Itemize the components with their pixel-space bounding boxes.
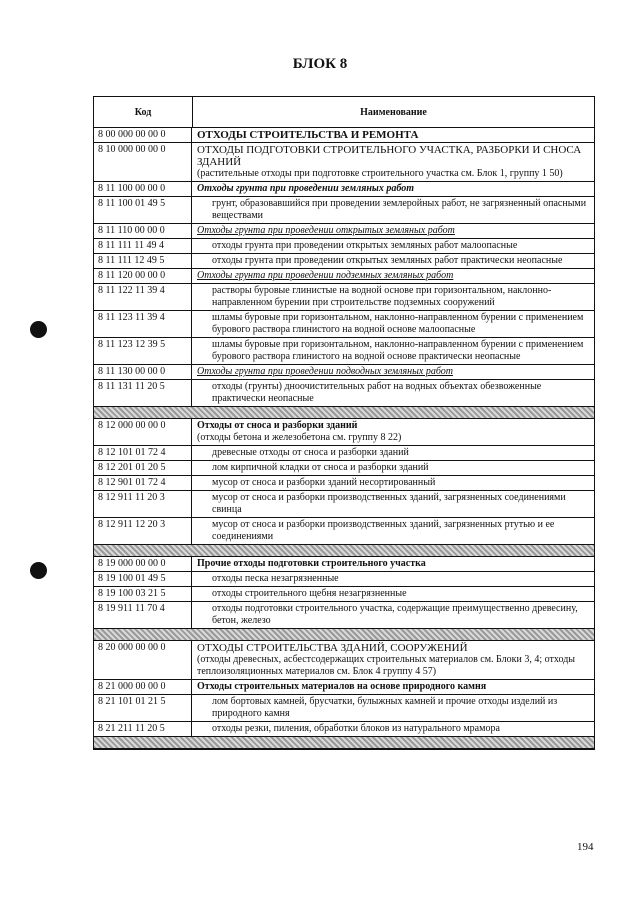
waste-code: 8 12 101 01 72 4 <box>94 446 192 460</box>
page-title: БЛОК 8 <box>292 56 348 72</box>
waste-table <box>93 96 595 750</box>
waste-name: мусор от сноса и разборки производственных зданий, загрязненных ртутью и ее соединениями <box>212 519 555 542</box>
waste-name: лом бортовых камней, брусчатки, булыжных камней и прочие отходы изделий из природного камня <box>212 696 558 719</box>
waste-code: 8 00 000 00 00 0 <box>94 128 192 142</box>
waste-name: ОТХОДЫ СТРОИТЕЛЬСТВА И РЕМОНТА <box>197 129 419 141</box>
waste-code: 8 19 100 01 49 5 <box>94 572 192 586</box>
waste-code: 8 11 131 11 20 5 <box>94 380 192 406</box>
waste-name-cell <box>192 641 594 679</box>
waste-name-cell <box>192 128 594 142</box>
waste-name-cell <box>192 491 594 517</box>
waste-code: 8 12 911 12 20 3 <box>94 518 192 544</box>
waste-name-cell <box>192 446 594 460</box>
waste-name: отходы (грунты) дноочистительных работ на водных объектах обезвоженные практически неопасные <box>212 381 542 404</box>
waste-name-cell <box>192 365 594 379</box>
table-row <box>94 461 594 476</box>
waste-name-cell <box>192 254 594 268</box>
waste-name: отходы песка незагрязненные <box>212 573 339 584</box>
table-header <box>94 97 594 128</box>
waste-name-cell <box>192 722 594 736</box>
waste-code: 8 21 101 01 21 5 <box>94 695 192 721</box>
waste-name-cell <box>192 419 594 445</box>
table-row <box>94 380 594 407</box>
waste-name: Отходы грунта при проведении подводных земляных работ <box>197 366 453 377</box>
table-row <box>94 491 594 518</box>
table-row <box>94 446 594 461</box>
section-separator <box>94 407 594 419</box>
waste-name: Прочие отходы подготовки строительного участка <box>197 558 426 569</box>
table-row <box>94 572 594 587</box>
table-row <box>94 602 594 629</box>
waste-code: 8 12 901 01 72 4 <box>94 476 192 490</box>
waste-code: 8 12 201 01 20 5 <box>94 461 192 475</box>
waste-name: ОТХОДЫ ПОДГОТОВКИ СТРОИТЕЛЬНОГО УЧАСТКА, РАЗБОРКИ И СНОСА ЗДАНИЙ <box>197 144 582 168</box>
waste-code: 8 10 000 00 00 0 <box>94 143 192 181</box>
table-row <box>94 419 594 446</box>
waste-name: Отходы грунта при проведении земляных работ <box>197 183 414 194</box>
section-separator <box>94 737 594 749</box>
waste-name: шламы буровые при горизонтальном, наклонно-направленном бурении с применением бурового раствора глинистого на водной основе малоопасные <box>212 312 584 335</box>
table-row <box>94 680 594 695</box>
waste-name-cell <box>192 143 594 181</box>
waste-code: 8 19 100 03 21 5 <box>94 587 192 601</box>
waste-code: 8 11 123 12 39 5 <box>94 338 192 364</box>
waste-code: 8 12 911 11 20 3 <box>94 491 192 517</box>
waste-name-cell <box>192 461 594 475</box>
waste-code: 8 20 000 00 00 0 <box>94 641 192 679</box>
waste-note: (растительные отходы при подготовке строительного участка см. Блок 1, группу 1 50) <box>197 168 563 179</box>
table-row <box>94 557 594 572</box>
header-name: Наименование <box>360 106 427 118</box>
waste-name-cell <box>192 680 594 694</box>
waste-name-cell <box>192 602 594 628</box>
waste-code: 8 11 111 11 49 4 <box>94 239 192 253</box>
waste-code: 8 19 000 00 00 0 <box>94 557 192 571</box>
waste-code: 8 12 000 00 00 0 <box>94 419 192 445</box>
table-row <box>94 365 594 380</box>
waste-code: 8 11 100 01 49 5 <box>94 197 192 223</box>
page-number: 194 <box>577 841 594 853</box>
waste-name: древесные отходы от сноса и разборки зданий <box>212 447 409 458</box>
table-row <box>94 518 594 545</box>
table-row <box>94 722 594 737</box>
table-row <box>94 695 594 722</box>
waste-name: мусор от сноса и разборки производственных зданий, загрязненных соединениями свинца <box>212 492 566 515</box>
binder-hole-bottom <box>30 562 47 579</box>
waste-code: 8 19 911 11 70 4 <box>94 602 192 628</box>
section-separator <box>94 545 594 557</box>
header-code: Код <box>94 97 193 127</box>
waste-note: (отходы древесных, асбестсодержащих строительных материалов см. Блоки 3, 4; отходы теплоизоляционных материалов см. Блок 4 группу 4 57) <box>197 654 576 677</box>
waste-name-cell <box>192 476 594 490</box>
table-row <box>94 311 594 338</box>
waste-code: 8 11 100 00 00 0 <box>94 182 192 196</box>
waste-name: отходы грунта при проведении открытых земляных работ практически неопасные <box>212 255 563 266</box>
waste-name: отходы подготовки строительного участка, содержащие преимущественно древесину, бетон, железо <box>212 603 578 626</box>
waste-code: 8 21 211 11 20 5 <box>94 722 192 736</box>
table-row <box>94 254 594 269</box>
waste-name-cell <box>192 695 594 721</box>
waste-note: (отходы бетона и железобетона см. группу 8 22) <box>197 432 402 443</box>
table-row <box>94 269 594 284</box>
waste-name-cell <box>192 269 594 283</box>
table-row <box>94 587 594 602</box>
waste-name: Отходы грунта при проведении подземных земляных работ <box>197 270 454 281</box>
waste-name: лом кирпичной кладки от сноса и разборки зданий <box>212 462 429 473</box>
table-row <box>94 476 594 491</box>
waste-name-cell <box>192 338 594 364</box>
binder-hole-top <box>30 321 47 338</box>
waste-name: шламы буровые при горизонтальном, наклонно-направленном бурении с применением бурового раствора глинистого на водной основе практически неопасные <box>212 339 584 362</box>
table-row <box>94 182 594 197</box>
waste-name-cell <box>192 224 594 238</box>
table-row <box>94 641 594 680</box>
waste-code: 8 11 130 00 00 0 <box>94 365 192 379</box>
waste-name-cell <box>192 518 594 544</box>
waste-code: 8 11 111 12 49 5 <box>94 254 192 268</box>
waste-name-cell <box>192 587 594 601</box>
waste-name-cell <box>192 557 594 571</box>
table-row <box>94 338 594 365</box>
waste-name: Отходы от сноса и разборки зданий <box>197 420 358 431</box>
waste-name: мусор от сноса и разборки зданий несортированный <box>212 477 436 488</box>
waste-name-cell <box>192 197 594 223</box>
waste-name: отходы грунта при проведении открытых земляных работ малоопасные <box>212 240 518 251</box>
waste-code: 8 11 120 00 00 0 <box>94 269 192 283</box>
waste-name-cell <box>192 380 594 406</box>
waste-name: растворы буровые глинистые на водной основе при горизонтальном, наклонно-направленном бурении при строительстве подземных сооружений <box>212 285 552 308</box>
waste-name-cell <box>192 239 594 253</box>
waste-code: 8 11 122 11 39 4 <box>94 284 192 310</box>
table-row <box>94 239 594 254</box>
waste-code: 8 21 000 00 00 0 <box>94 680 192 694</box>
waste-name-cell <box>192 572 594 586</box>
waste-name: отходы строительного щебня незагрязненные <box>212 588 407 599</box>
section-separator <box>94 629 594 641</box>
table-row <box>94 224 594 239</box>
table-row <box>94 128 594 143</box>
waste-code: 8 11 110 00 00 0 <box>94 224 192 238</box>
table-row <box>94 143 594 182</box>
waste-name: Отходы строительных материалов на основе природного камня <box>197 681 487 692</box>
waste-code: 8 11 123 11 39 4 <box>94 311 192 337</box>
waste-name-cell <box>192 311 594 337</box>
waste-name: Отходы грунта при проведении открытых земляных работ <box>197 225 455 236</box>
table-body <box>94 128 594 749</box>
table-row <box>94 284 594 311</box>
waste-name: отходы резки, пиления, обработки блоков из натурального мрамора <box>212 723 500 734</box>
waste-name-cell <box>192 284 594 310</box>
waste-name-cell <box>192 182 594 196</box>
waste-name: грунт, образовавшийся при проведении землеройных работ, не загрязненный опасными веществами <box>212 198 587 221</box>
waste-name: ОТХОДЫ СТРОИТЕЛЬСТВА ЗДАНИЙ, СООРУЖЕНИЙ <box>197 642 468 654</box>
table-row <box>94 197 594 224</box>
